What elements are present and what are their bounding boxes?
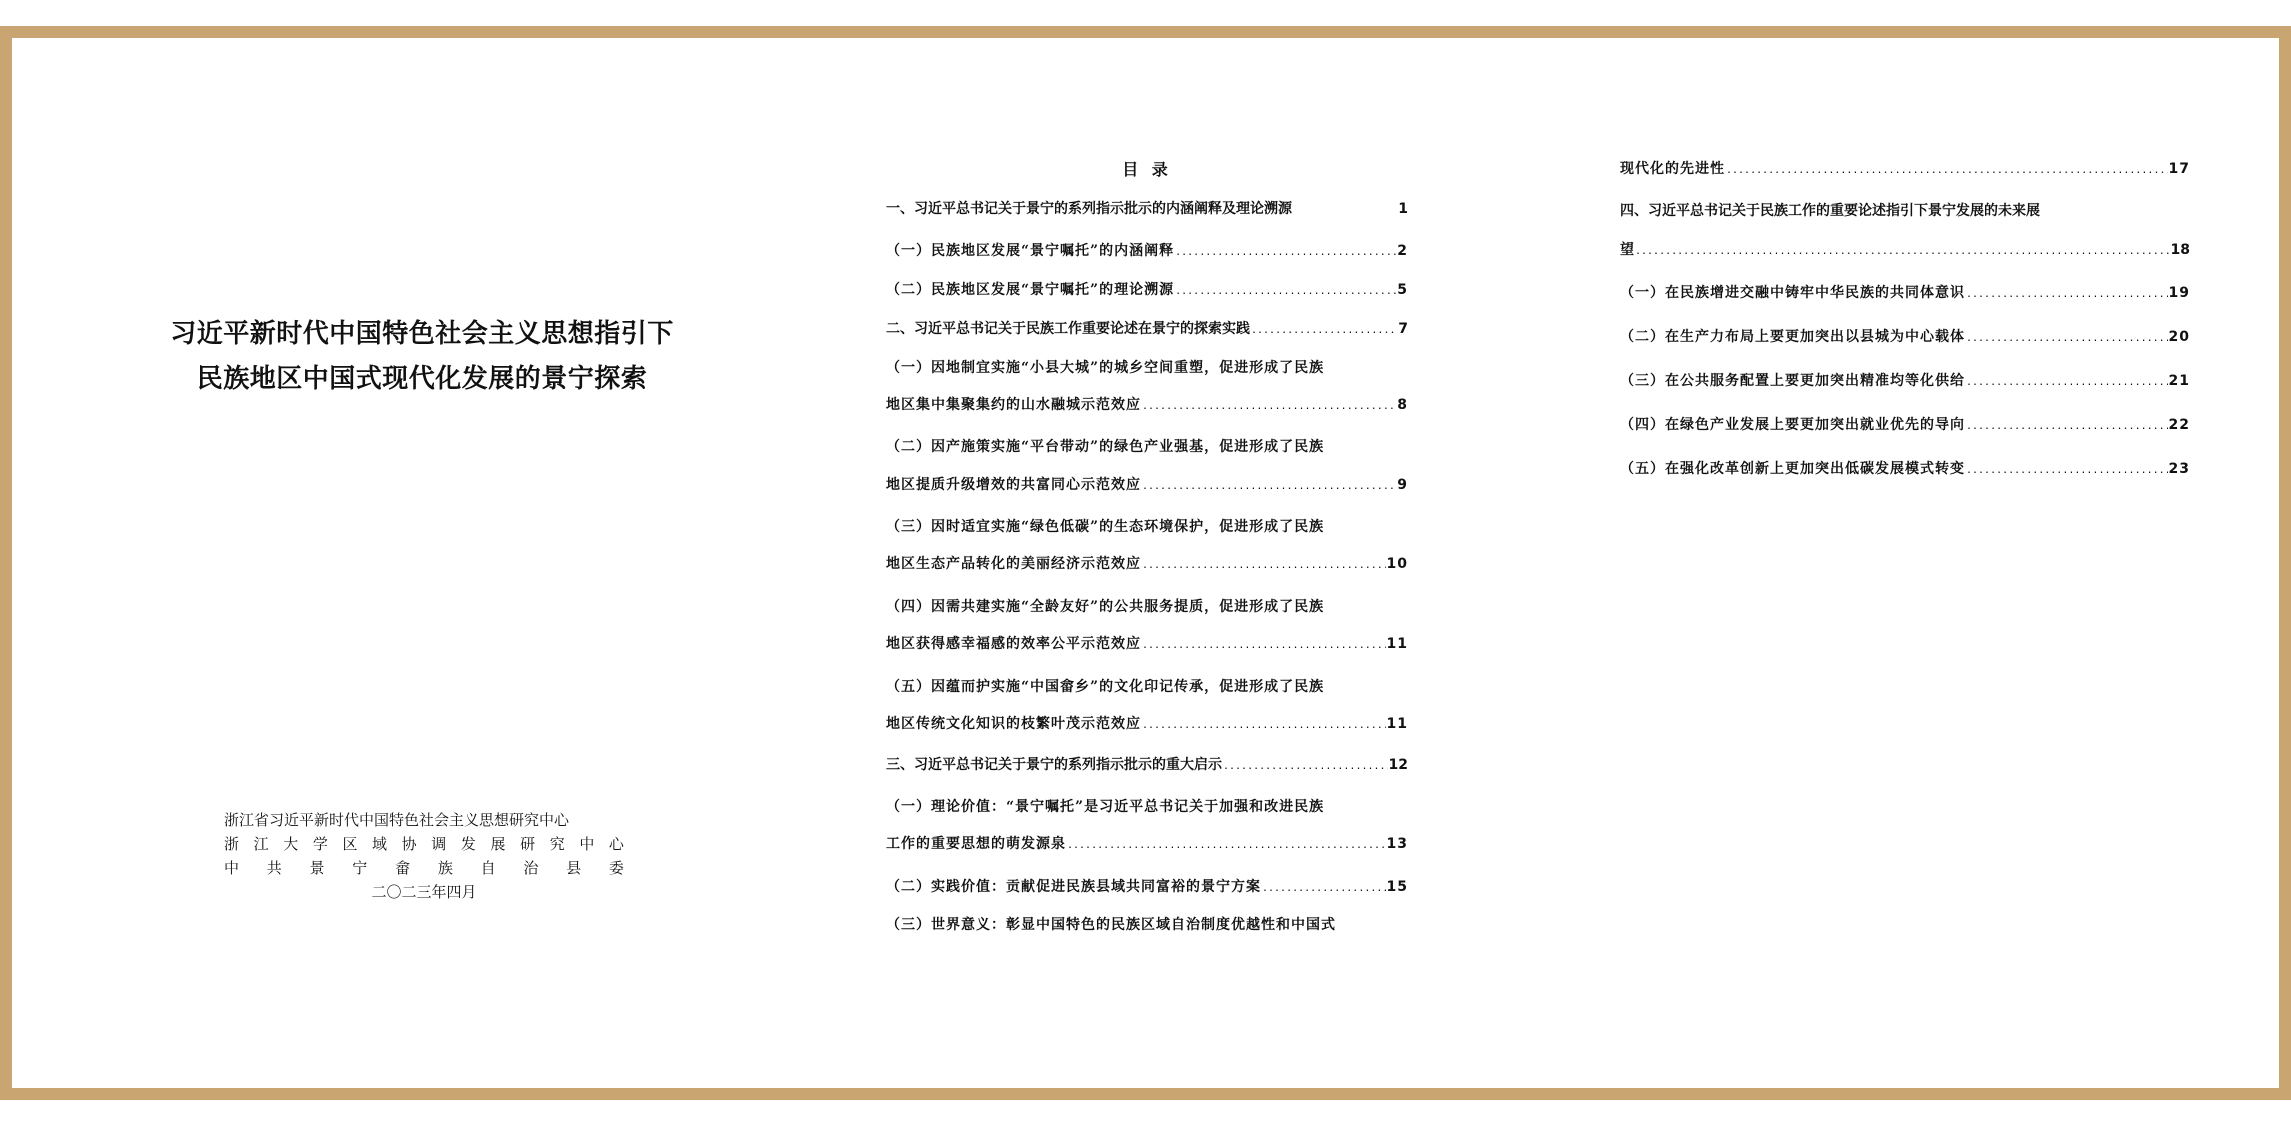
toc-page-number: 2	[1397, 243, 1408, 259]
toc-entry[interactable]	[886, 914, 1408, 934]
org-char: 县	[566, 859, 582, 877]
toc-entry-text: 四、习近平总书记关于民族工作的重要论述指引下景宁发展的未来展	[1620, 203, 2040, 219]
toc-entry[interactable]	[886, 754, 1408, 774]
toc-page-number: 13	[1386, 836, 1408, 852]
org-char: 族	[437, 859, 453, 877]
org-char: 畲	[395, 859, 411, 877]
cover-organizations	[224, 808, 624, 904]
toc-page-number: 21	[2168, 373, 2190, 389]
org-char: 共	[266, 859, 282, 877]
toc-page-2	[1620, 50, 2190, 1014]
org-char: 江	[253, 835, 269, 853]
toc-entry[interactable]	[1620, 200, 2190, 220]
toc-page-1	[886, 50, 1408, 1014]
toc-entry-text: （二）在生产力布局上要更加突出以县城为中心载体	[1620, 329, 1965, 345]
toc-entry-text: （三）因时适宜实施“绿色低碳”的生态环境保护，促进形成了民族	[886, 519, 1325, 535]
org-char: 大	[283, 835, 299, 853]
toc-entry[interactable]	[1620, 458, 2190, 478]
toc-entry-text: 地区提质升级增效的共富同心示范效应	[886, 477, 1141, 493]
toc-leader-dots	[1966, 421, 2168, 432]
org-char: 治	[523, 859, 539, 877]
toc-entry[interactable]	[1620, 414, 2190, 434]
toc-page-number: 12	[1388, 757, 1408, 773]
toc-page-number: 17	[2168, 161, 2190, 177]
toc-entry-text: 三、习近平总书记关于景宁的系列指示批示的重大启示	[886, 757, 1222, 773]
toc-entry[interactable]	[886, 796, 1408, 816]
toc-entry-text: 地区生态产品转化的美丽经济示范效应	[886, 556, 1141, 572]
toc-page-number: 7	[1398, 321, 1408, 337]
toc-entry-text: （二）实践价值：贡献促进民族县域共同富裕的景宁方案	[886, 879, 1261, 895]
toc-entry[interactable]	[1620, 370, 2190, 390]
org-char: 发	[460, 835, 476, 853]
org-char: 中	[224, 859, 240, 877]
toc-leader-dots	[1142, 560, 1386, 571]
toc-entry-text: 一、习近平总书记关于景宁的系列指示批示的内涵阐释及理论溯源	[886, 201, 1292, 217]
toc-entry[interactable]	[886, 198, 1408, 218]
toc-leader-dots	[1635, 246, 2170, 257]
org-char: 心	[608, 835, 624, 853]
toc-leader-dots	[1966, 465, 2168, 476]
toc-entry-text: （三）在公共服务配置上要更加突出精准均等化供给	[1620, 373, 1965, 389]
toc-page-number: 10	[1386, 556, 1408, 572]
toc-leader-dots	[1142, 720, 1386, 731]
toc-leader-dots	[1966, 377, 2168, 388]
toc-entry[interactable]	[886, 676, 1408, 696]
org-char: 调	[431, 835, 447, 853]
toc-page-number: 20	[2168, 329, 2190, 345]
toc-page-number: 18	[2170, 242, 2190, 258]
toc-page-number: 23	[2168, 461, 2190, 477]
toc-leader-dots	[1262, 883, 1386, 894]
org-char: 委	[608, 859, 624, 877]
toc-leader-dots	[1175, 286, 1396, 297]
toc-leader-dots	[1966, 333, 2168, 344]
toc-entry-text: （一）因地制宜实施“小县大城”的城乡空间重塑，促进形成了民族	[886, 360, 1325, 376]
org-char: 域	[372, 835, 388, 853]
toc-page-number: 19	[2168, 285, 2190, 301]
toc-entry[interactable]	[886, 436, 1408, 456]
toc-entry-text: （二）民族地区发展“景宁嘱托”的理论溯源	[886, 282, 1175, 298]
toc-entry[interactable]	[886, 596, 1408, 616]
toc-entry-text: 地区获得感幸福感的效率公平示范效应	[886, 636, 1141, 652]
org-char: 自	[480, 859, 496, 877]
toc-entry[interactable]	[886, 318, 1408, 338]
toc-leader-dots	[1223, 761, 1388, 772]
org-char: 展	[490, 835, 506, 853]
org-char: 景	[309, 859, 325, 877]
toc-entry-text: 望	[1620, 242, 1634, 258]
toc-entry[interactable]	[886, 876, 1408, 896]
toc-entry[interactable]	[886, 553, 1408, 573]
toc-entry-text: 地区传统文化知识的枝繁叶茂示范效应	[886, 716, 1141, 732]
toc-page-number: 5	[1397, 282, 1408, 298]
org-char: 学	[312, 835, 328, 853]
toc-entry[interactable]	[1620, 326, 2190, 346]
toc-entry[interactable]	[886, 279, 1408, 299]
toc-entry[interactable]	[886, 240, 1408, 260]
org-line-2	[224, 832, 624, 856]
toc-leader-dots	[1966, 289, 2168, 300]
toc-entry-text: （四）在绿色产业发展上要更加突出就业优先的导向	[1620, 417, 1965, 433]
toc-heading: 目 录	[1122, 160, 1172, 179]
cover-date: 二〇二三年四月	[371, 883, 477, 901]
toc-entry[interactable]	[886, 833, 1408, 853]
toc-page-number: 22	[2168, 417, 2190, 433]
toc-entry-text: （三）世界意义：彰显中国特色的民族区域自治制度优越性和中国式	[886, 917, 1336, 933]
toc-entry[interactable]	[1620, 239, 2190, 259]
toc-entry-text: （一）理论价值：“景宁嘱托”是习近平总书记关于加强和改进民族	[886, 799, 1325, 815]
org-char: 宁	[352, 859, 368, 877]
org-char: 究	[549, 835, 565, 853]
org-char: 研	[520, 835, 536, 853]
toc-page-number: 11	[1386, 636, 1408, 652]
toc-entry-text: 现代化的先进性	[1620, 161, 1725, 177]
toc-entry-text: （一）民族地区发展“景宁嘱托”的内涵阐释	[886, 243, 1175, 259]
toc-entry[interactable]	[886, 394, 1408, 414]
toc-page-number: 8	[1397, 397, 1408, 413]
toc-entry-text: （五）因蕴而护实施“中国畲乡”的文化印记传承，促进形成了民族	[886, 679, 1325, 695]
cover-title	[56, 312, 788, 402]
toc-entry-text: 二、习近平总书记关于民族工作重要论述在景宁的探索实践	[886, 321, 1250, 337]
toc-entry[interactable]	[1620, 282, 2190, 302]
org-line-1: 浙江省习近平新时代中国特色社会主义思想研究中心	[224, 811, 570, 829]
org-line-3	[224, 856, 624, 880]
toc-leader-dots	[1726, 165, 2168, 176]
toc-page-number: 11	[1386, 716, 1408, 732]
toc-entry-text: 工作的重要思想的萌发源泉	[886, 836, 1066, 852]
org-char: 协	[401, 835, 417, 853]
toc-page-number: 9	[1397, 477, 1408, 493]
cover-title-line1: 习近平新时代中国特色社会主义思想指引下	[170, 319, 674, 349]
toc-entry[interactable]	[886, 357, 1408, 377]
toc-leader-dots	[1175, 247, 1396, 258]
toc-leader-dots	[1142, 481, 1396, 492]
toc-entry-text: （二）因产施策实施“平台带动”的绿色产业强基，促进形成了民族	[886, 439, 1325, 455]
toc-entry[interactable]	[1620, 158, 2190, 178]
toc-entry[interactable]	[886, 516, 1408, 536]
toc-entry-text: （一）在民族增进交融中铸牢中华民族的共同体意识	[1620, 285, 1965, 301]
toc-entry-text: 地区集中集聚集约的山水融城示范效应	[886, 397, 1141, 413]
toc-page-number: 1	[1398, 201, 1408, 217]
toc-entry-text: （四）因需共建实施“全龄友好”的公共服务提质，促进形成了民族	[886, 599, 1325, 615]
org-char: 中	[579, 835, 595, 853]
cover-page	[56, 50, 788, 1014]
org-char: 浙	[224, 835, 240, 853]
toc-entry[interactable]	[886, 474, 1408, 494]
toc-leader-dots	[1067, 840, 1386, 851]
toc-entry[interactable]	[886, 633, 1408, 653]
toc-leader-dots	[1142, 640, 1386, 651]
cover-title-line2: 民族地区中国式现代化发展的景宁探索	[196, 364, 648, 394]
toc-leader-dots	[1142, 401, 1396, 412]
toc-leader-dots	[1251, 325, 1397, 336]
toc-entry-text: （五）在强化改革创新上更加突出低碳发展模式转变	[1620, 461, 1965, 477]
toc-entry[interactable]	[886, 713, 1408, 733]
toc-page-number: 15	[1386, 879, 1408, 895]
org-char: 区	[342, 835, 358, 853]
